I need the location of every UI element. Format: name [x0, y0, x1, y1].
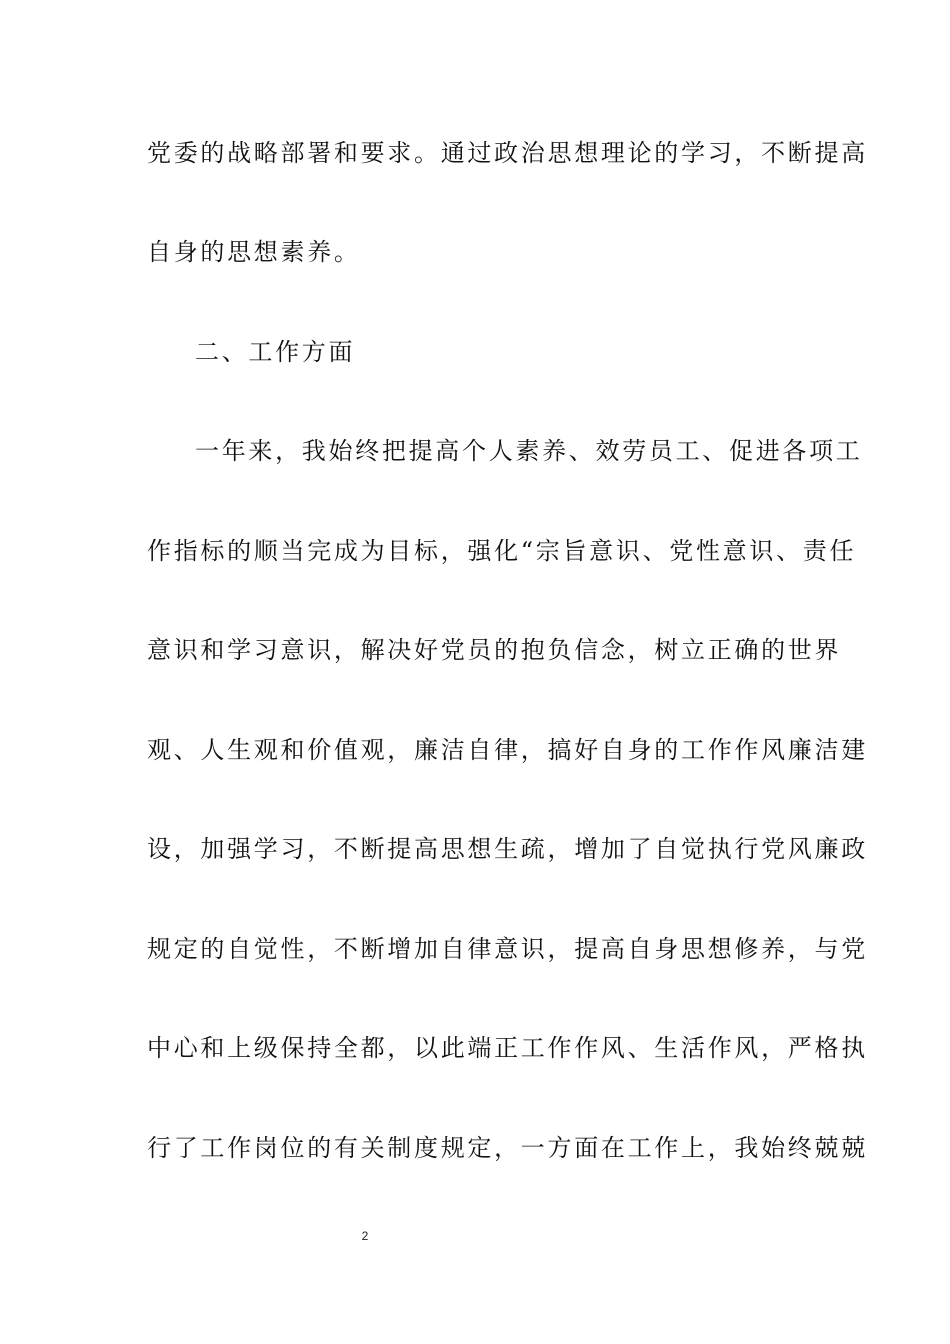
text-line: 中心和上级保持全都，以此端正工作作风、生活作风，严格执	[147, 1034, 868, 1062]
text-line: 党委的战略部署和要求。通过政治思想理论的学习，不断提高	[147, 139, 868, 167]
text-line: 自身的思想素养。	[147, 238, 361, 266]
text-line: 意识和学习意识，解决好党员的抱负信念，树立正确的世界	[147, 636, 842, 664]
text-line: 作指标的顺当完成为目标，强化“宗旨意识、党性意识、责任	[147, 537, 857, 565]
text-line: 设，加强学习，不断提高思想生疏，增加了自觉执行党风廉政	[147, 835, 868, 863]
text-line: 规定的自觉性，不断增加自律意识，提高自身思想修养，与党	[147, 935, 868, 963]
text-line: 行了工作岗位的有关制度规定，一方面在工作上，我始终兢兢	[147, 1134, 868, 1162]
text-line: 观、人生观和价值观，廉洁自律，搞好自身的工作作风廉洁建	[147, 736, 868, 764]
section-heading: 二、工作方面	[195, 338, 356, 366]
text-line: 一年来，我始终把提高个人素养、效劳员工、促进各项工	[195, 437, 863, 465]
page-number: 2	[361, 1229, 369, 1243]
